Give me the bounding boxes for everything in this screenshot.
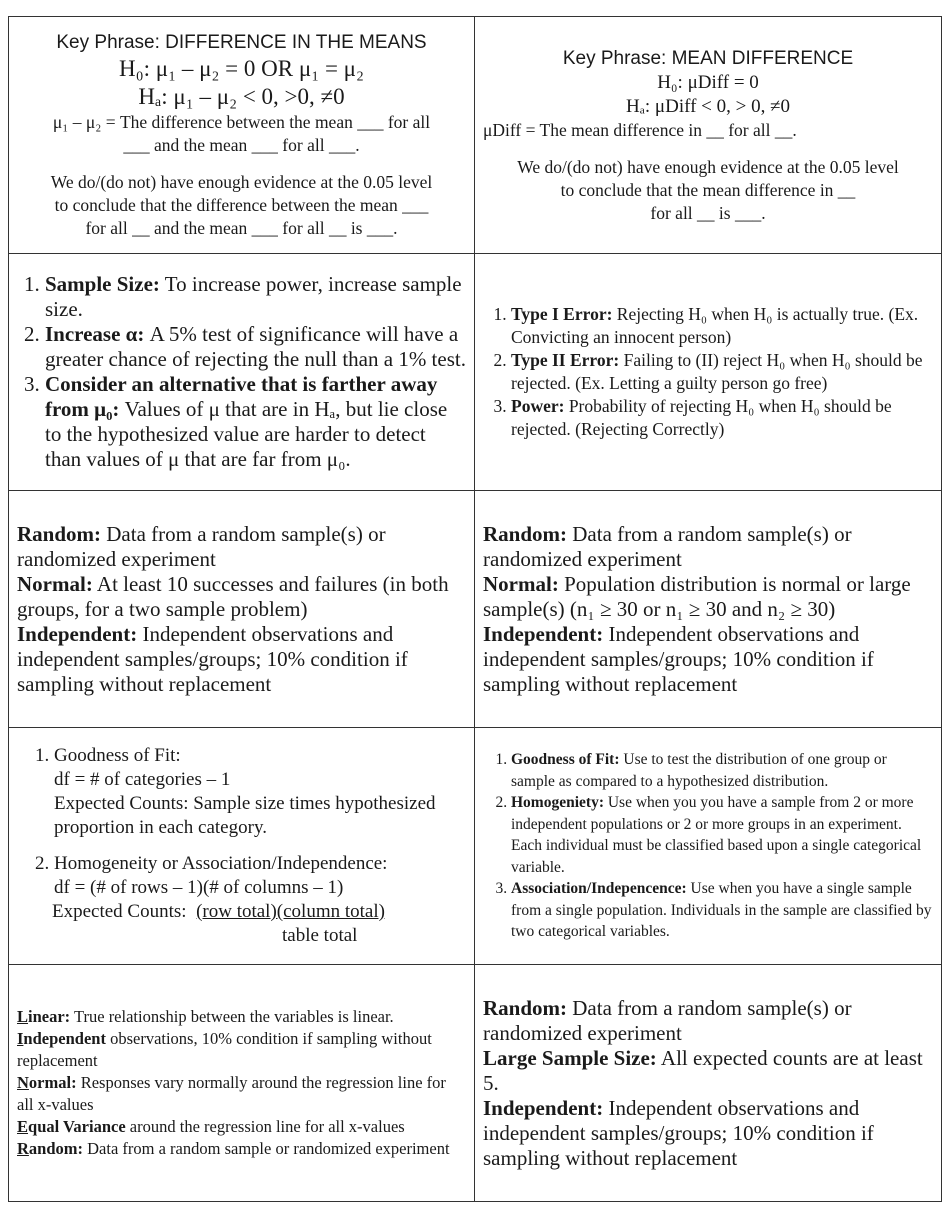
alternative-hypothesis: Hₐ: μ₁ – μ₂ < 0, >0, ≠0 [138,84,345,109]
condition-random: Random: Data from a random sample(s) or randomized experiment [17,521,386,571]
cell-mean-difference [475,17,942,254]
row-power-errors [9,254,942,491]
row-conditions [9,491,942,728]
list-item: 3. Association/Indepencence: Use when you have a single sample from a single population. Individuals in the sample are classified by two categorical variables. [511,878,933,943]
condition-normal: Normal: Population distribution is normal or large sample(s) (n₁ ≥ 30 or n₁ ≥ 30 and n₂ ≥ 30) [483,571,911,621]
cell-mean-conditions [475,491,942,728]
conclusion-template: We do/(do not) have enough evidence at the 0.05 level to conclude that the difference between the mean ___ for all __ and the mean ___ for all __ is ___. [50,172,433,238]
cell-regression-conditions [9,965,475,1202]
list-item: 2. Type II Error: Failing to (II) reject H₀ when H₀ should be rejected. (Ex. Letting a guilty person go free) [511,349,933,395]
cell-chi-square-df [9,728,475,965]
condition-normal: Normal: Responses vary normally around the regression line for all x-values [17,1073,446,1114]
null-hypothesis: H₀: μ₁ – μ₂ = 0 OR μ₁ = μ₂ [118,56,365,81]
key-phrase: Key Phrase: DIFFERENCE IN THE MEANS [56,32,427,53]
list-item: 1. Type I Error: Rejecting H₀ when H₀ is actually true. (Ex. Convicting an innocent person) [511,303,933,349]
parameter-definition: μDiff = The mean difference in __ for all __. [483,119,797,140]
condition-equal-variance: Equal Variance around the regression line for all x-values [17,1117,405,1136]
key-phrase: Key Phrase: MEAN DIFFERENCE [562,47,854,69]
list-item: 3. Power: Probability of rejecting H₀ when H₀ should be rejected. (Rejecting Correctly) [511,395,933,441]
alternative-hypothesis: Hₐ: μDiff < 0, > 0, ≠0 [625,95,791,117]
list-item: 2. Homogeniety: Use when you you have a sample from 2 or more independent populations or 2 or more groups in an experiment. Each individual must be classified based upon a single categorical variable. [511,792,933,878]
list-item: 1. Sample Size: To increase power, increase sample size. [45,272,466,322]
condition-linear: Linear: True relationship between the variables is linear. [17,1007,394,1026]
condition-large-sample: Large Sample Size: All expected counts are at least 5. [483,1045,923,1095]
condition-random: Random: Data from a random sample or randomized experiment [17,1139,450,1158]
conclusion-template: We do/(do not) have enough evidence at the 0.05 level to conclude that the mean difference in __ for all __ is ___. [517,156,899,223]
parameter-definition: μ₁ – μ₂ = The difference between the mean ___ for all ___ and the mean ___ for all ___. [52,112,431,155]
cell-difference-in-means [9,17,475,254]
reference-sheet-table [8,16,942,1202]
row-regression-chi-conditions [9,965,942,1202]
null-hypothesis: H₀: μDiff = 0 [657,71,759,93]
list-item: 3. Consider an alternative that is farther away from μ₀: Values of μ that are in Hₐ, but lie close to the hypothesized value are harder to detect than values of μ that are far from μ₀. [45,372,466,472]
cell-error-types [475,254,942,491]
condition-random: Random: Data from a random sample(s) or randomized experiment [483,521,852,571]
list-item: 2. Homogeneity or Association/Independence: df = (# of rows – 1)(# of columns – 1) Expected Counts: (row total)(column total) table total [54,852,466,948]
list-item: 1. Goodness of Fit: Use to test the distribution of one group or sample as compared to a hypothesized distribution. [511,749,933,792]
condition-independent: Independent: Independent observations and independent samples/groups; 10% condition if sampling without replacement [483,621,874,696]
cell-increase-power [9,254,475,491]
list-item: 1. Goodness of Fit: df = # of categories – 1 Expected Counts: Sample size times hypothesized proportion in each category. [54,744,466,840]
row-chi-square [9,728,942,965]
cell-proportion-conditions [9,491,475,728]
row-hypotheses [9,17,942,254]
condition-normal: Normal: At least 10 successes and failures (in both groups, for a two sample problem) [17,571,449,621]
condition-independent: Independent: Independent observations and independent samples/groups; 10% condition if sampling without replacement [17,621,408,696]
condition-random: Random: Data from a random sample(s) or randomized experiment [483,995,852,1045]
cell-chi-square-conditions [475,965,942,1202]
condition-independent: Independent: Independent observations and independent samples/groups; 10% condition if sampling without replacement [483,1095,874,1170]
cell-chi-square-tests [475,728,942,965]
condition-independent: Independent observations, 10% condition if sampling without replacement [17,1029,432,1070]
list-item: 2. Increase α: A 5% test of significance will have a greater chance of rejecting the null than a 1% test. [45,322,466,372]
